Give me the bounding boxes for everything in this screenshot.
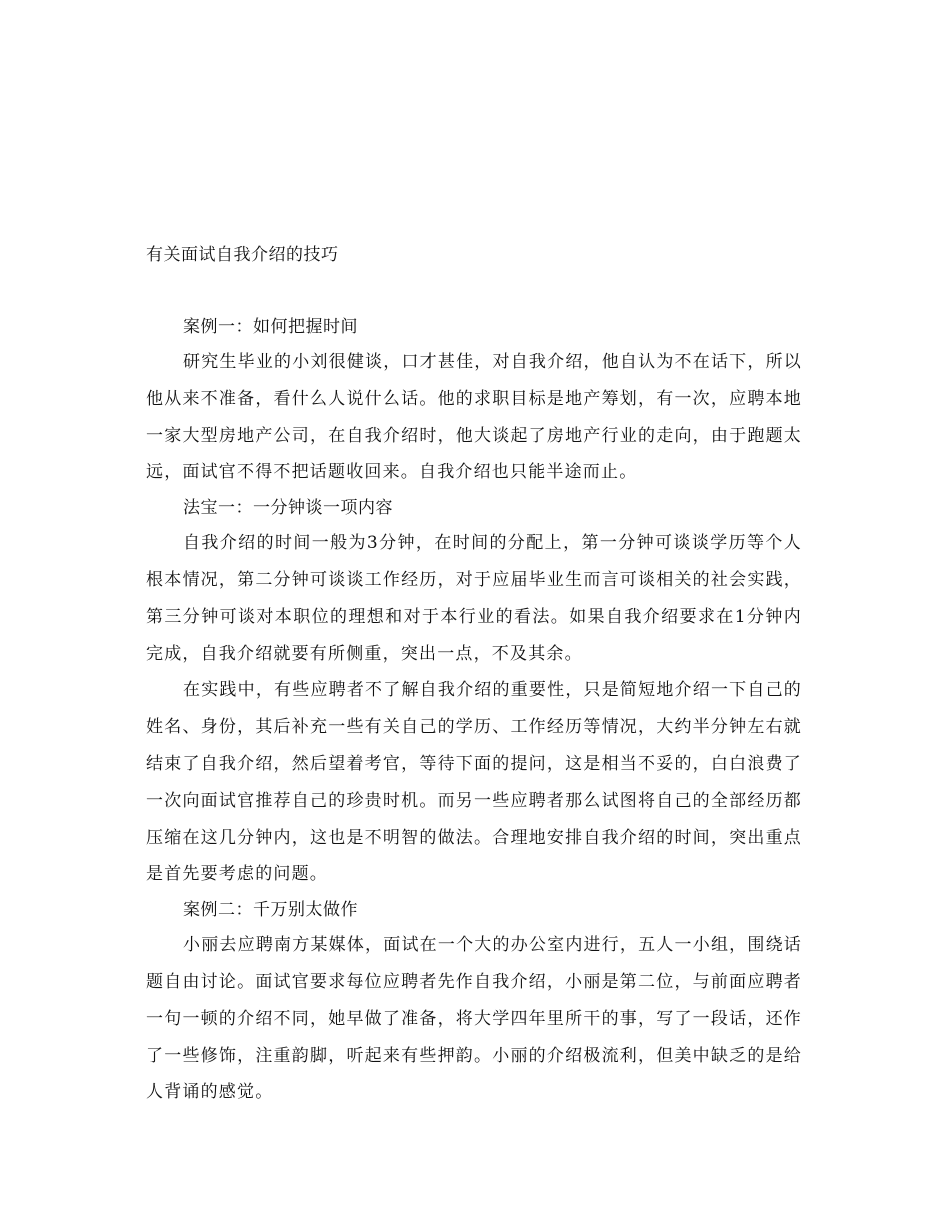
- section-heading-case-1: 案例一：如何把握时间: [183, 317, 358, 337]
- paragraph-case-2: 小丽去应聘南方某媒体，面试在一个大的办公室内进行，五人一小组，围绕话题自由讨论。面试官要求每位应聘者先作自我介绍，小丽是第二位，与前面应聘者一句一顿的介绍不同，她早做了准备，将大学四年里所干的事，写了一段话，还作了一些修饰，注重韵脚，听起来有些押韵。小丽的介绍极流利，但美中缺乏的是给人背诵的感觉。: [146, 935, 802, 1103]
- document-body: [146, 310, 802, 1111]
- section-heading-tip-1: 法宝一：一分钟谈一项内容: [183, 498, 393, 519]
- paragraph-case-1: 研究生毕业的小刘很健谈，口才甚佳，对自我介绍，他自认为不在话下，所以他从来不准备，看什么人说什么话。他的求职目标是地产筹划，有一次，应聘本地一家大型房地产公司，在自我介绍时，他大谈起了房地产行业的走向，由于跑题太远，面试官不得不把话题收回来。自我介绍也只能半途而止。: [146, 352, 802, 483]
- paragraph-practice: 在实践中，有些应聘者不了解自我介绍的重要性，只是简短地介绍一下自己的姓名、身份，其后补充一些有关自己的学历、工作经历等情况，大约半分钟左右就结束了自我介绍，然后望着考官，等待下面的提问，这是相当不妥的，白白浪费了一次向面试官推荐自己的珍贵时机。而另一些应聘者那么试图将自己的全部经历都压缩在这几分钟内，这也是不明智的做法。合理地安排自我介绍的时间，突出重点是首先要考虑的问题。: [146, 680, 802, 885]
- document-title: 有关面试自我介绍的技巧: [146, 245, 339, 265]
- paragraph-time-allocation: 自我介绍的时间一般为3分钟，在时间的分配上，第一分钟可谈谈学历等个人根本情况，第二分钟可谈谈工作经历，对于应届毕业生而言可谈相关的社会实践，第三分钟可谈对本职位的理想和对于本行业的看法。如果自我介绍要求在1分钟内完成，自我介绍就要有所侧重，突出一点，不及其余。: [146, 533, 802, 664]
- section-heading-case-2: 案例二：千万别太做作: [183, 900, 358, 921]
